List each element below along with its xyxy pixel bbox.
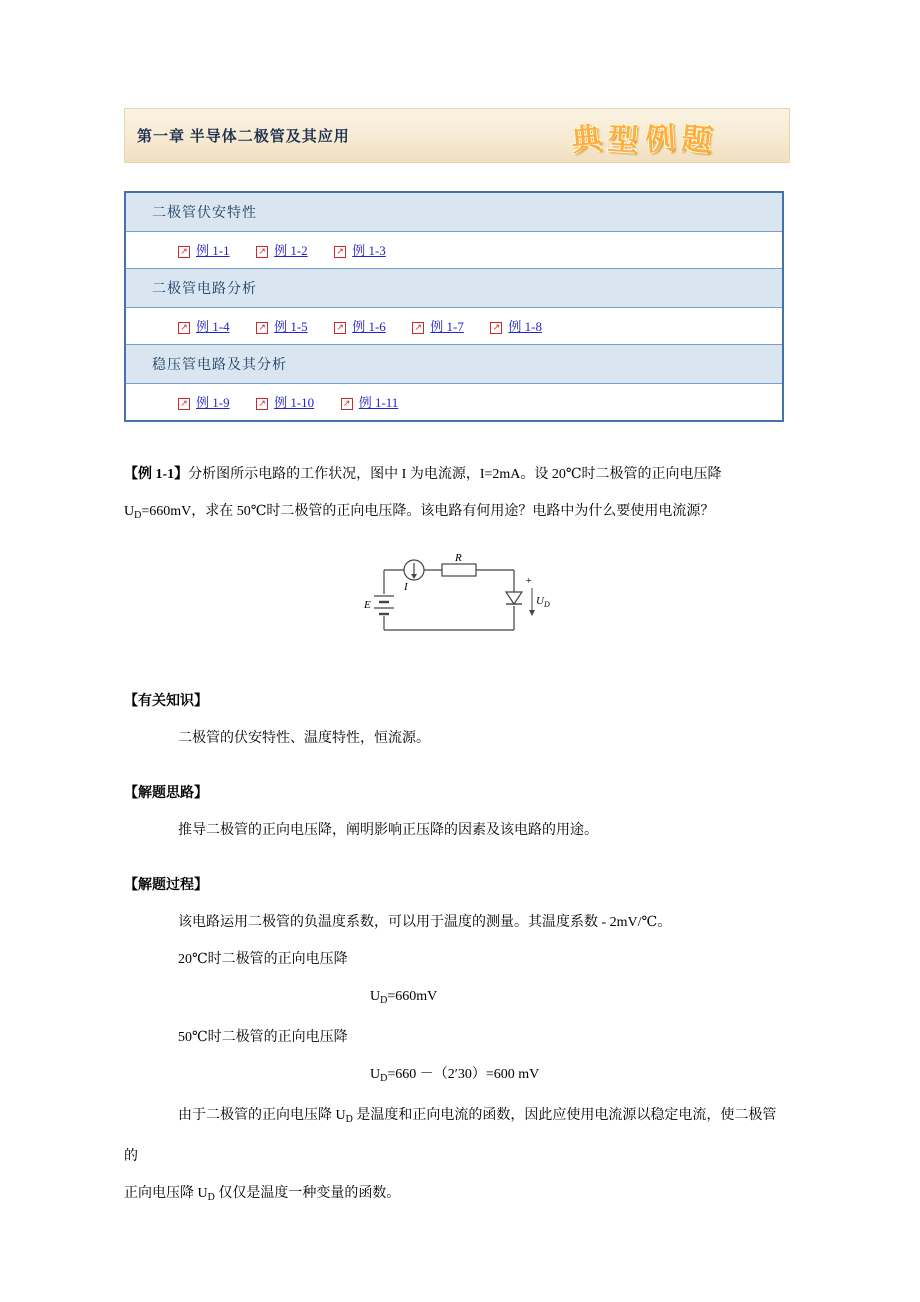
formula-text: =660mV [387, 989, 438, 1004]
links-row [125, 384, 783, 422]
example-link-1-5[interactable]: 例 1-5 [274, 319, 308, 334]
example-link-1-3[interactable]: 例 1-3 [352, 243, 386, 258]
problem-line-1 [124, 456, 790, 493]
section-heading-approach: 【解题思路】 [124, 786, 208, 801]
external-link-icon: ↗ [490, 322, 502, 334]
links-row [125, 308, 783, 345]
knowledge-body: 二极管的伏安特性、温度特性，恒流源。 [178, 731, 430, 746]
logo-char: 题 [680, 120, 721, 160]
process-paragraph-2: 20℃时二极管的正向电压降 [178, 952, 348, 967]
current-source-label: I [404, 581, 408, 593]
link-item [178, 244, 230, 259]
header-banner [124, 108, 790, 163]
process-paragraph-3: 50℃时二极管的正向电压降 [178, 1030, 348, 1045]
link-item [412, 320, 464, 335]
content-area [124, 0, 790, 1276]
example-link-1-11[interactable]: 例 1-11 [358, 395, 399, 410]
link-item [334, 244, 386, 259]
conclusion-text: 正向电压降 U [124, 1186, 208, 1201]
external-link-icon: ↗ [256, 246, 268, 258]
voltage-subscript: D [207, 1192, 215, 1203]
link-item [178, 320, 230, 335]
links-cell [125, 308, 783, 345]
circuit-diagram-svg [362, 550, 552, 650]
problem-statement [124, 456, 790, 534]
example-link-1-6[interactable]: 例 1-6 [352, 319, 386, 334]
link-item [256, 320, 308, 335]
external-link-icon: ↗ [334, 322, 346, 334]
links-row [125, 232, 783, 269]
external-link-icon: ↗ [178, 246, 190, 258]
chapter-title: 第一章 半导体二极管及其应用 [137, 129, 350, 145]
external-link-icon: ↗ [412, 322, 424, 334]
process-conclusion-line-1 [124, 1097, 790, 1175]
section-title-zener-analysis: 稳压管电路及其分析 [125, 345, 783, 384]
example-link-1-1[interactable]: 例 1-1 [196, 243, 230, 258]
conclusion-text: 是温度和正向电流的函数，因此应使用电流源以稳定电流，使二极管的 [124, 1108, 777, 1164]
links-cell [125, 232, 783, 269]
formula-ud-600 [124, 1056, 790, 1097]
link-item [178, 396, 230, 411]
example-link-1-10[interactable]: 例 1-10 [274, 395, 315, 410]
diode-voltage-label: $U_D$ [536, 595, 550, 609]
example-link-1-8[interactable]: 例 1-8 [508, 319, 542, 334]
example-link-1-7[interactable]: 例 1-7 [430, 319, 464, 334]
link-item [256, 244, 308, 259]
approach-body: 推导二极管的正向电压降，阐明影响正压降的因素及该电路的用途。 [178, 823, 598, 838]
external-link-icon: ↗ [178, 322, 190, 334]
process-paragraph-1: 该电路运用二极管的负温度系数，可以用于温度的测量。其温度系数 - 2mV/℃。 [178, 915, 672, 930]
link-item [490, 320, 542, 335]
section-title-circuit-analysis: 二极管电路分析 [125, 269, 783, 308]
voltage-subscript: D [134, 510, 142, 521]
external-link-icon: ↗ [341, 398, 353, 410]
formula-text: =660 －（2′30）=600 mV [387, 1067, 540, 1082]
conclusion-text: 由于二极管的正向电压降 U [178, 1108, 346, 1123]
section-heading-knowledge: 【有关知识】 [124, 694, 208, 709]
problem-text: =660mV，求在 50℃时二极管的正向电压降。该电路有何用途？电路中为什么要使用电流源？ [141, 504, 715, 519]
links-cell [125, 384, 783, 422]
section-title-vi-characteristics: 二极管伏安特性 [125, 192, 783, 232]
logo-char: 例 [644, 120, 684, 158]
plus-sign: + [525, 575, 533, 587]
resistor-label: R [455, 552, 462, 564]
conclusion-text: 仅仅是温度一种变量的函数。 [214, 1186, 401, 1201]
voltage-symbol: U [370, 1067, 381, 1082]
problem-line-2 [124, 493, 790, 534]
voltage-subscript: D [345, 1114, 353, 1125]
circuit-figure [124, 550, 790, 655]
section-header-row [125, 192, 783, 232]
battery-label: E [364, 599, 371, 611]
typical-examples-logo [571, 114, 719, 158]
example-tag: 【例 1-1】 [124, 467, 189, 482]
section-header-row [125, 345, 783, 384]
example-nav-table [124, 191, 784, 422]
voltage-symbol: U [124, 504, 135, 519]
logo-char: 型 [606, 121, 646, 159]
section-header-row [125, 269, 783, 308]
external-link-icon: ↗ [178, 398, 190, 410]
example-link-1-4[interactable]: 例 1-4 [196, 319, 230, 334]
example-link-1-2[interactable]: 例 1-2 [274, 243, 308, 258]
external-link-icon: ↗ [256, 322, 268, 334]
battery-symbol [374, 596, 394, 614]
diode-symbol [506, 592, 522, 604]
voltage-subscript: D [380, 1073, 388, 1084]
process-conclusion-line-2 [124, 1175, 790, 1216]
voltage-symbol: U [370, 989, 381, 1004]
example-link-1-9[interactable]: 例 1-9 [196, 395, 230, 410]
formula-ud-660 [124, 978, 790, 1019]
resistor-symbol [442, 564, 476, 576]
voltage-subscript: D [380, 995, 388, 1006]
link-item [341, 396, 399, 411]
link-item [256, 396, 314, 411]
problem-text: 分析图所示电路的工作状况，图中 I 为电流源，I=2mA。设 20℃时二极管的正向电压降 [188, 467, 722, 482]
logo-char: 典 [569, 119, 611, 159]
section-heading-process: 【解题过程】 [124, 878, 208, 893]
external-link-icon: ↗ [334, 246, 346, 258]
external-link-icon: ↗ [256, 398, 268, 410]
link-item [334, 320, 386, 335]
